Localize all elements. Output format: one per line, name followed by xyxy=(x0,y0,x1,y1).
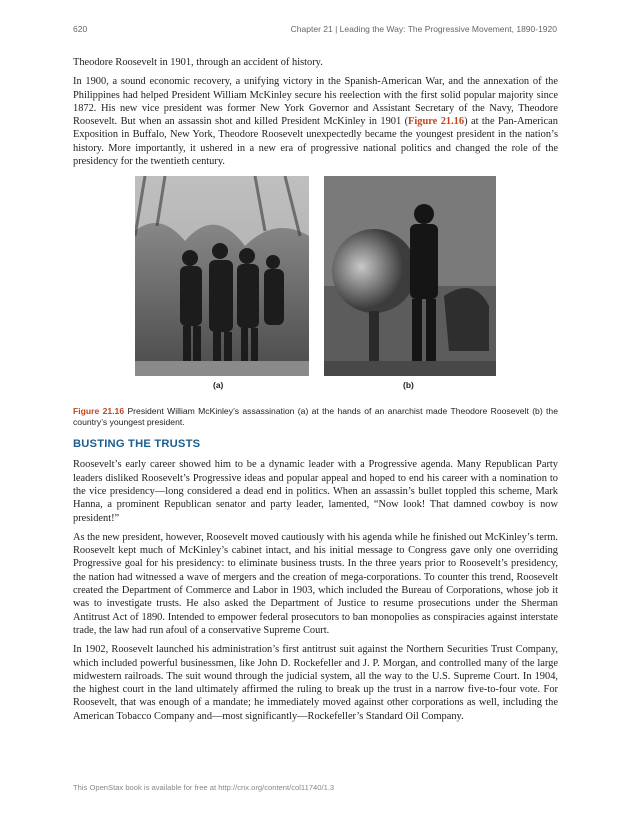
figure-caption xyxy=(73,406,558,428)
paragraph: Theodore Roosevelt in 1901, through an accident of history. xyxy=(73,57,323,68)
paragraph: As the new president, however, Roosevelt moved cautiously with his agenda while he finished out McKinley’s term. Roosevelt kept much of McKinley’s cabinet intact, and his initial message to Congress gave only one overriding Progressive goal for his presidency: to eliminate business trusts. In the three years prior to Roosevelt’s presidency, the nation had witnessed a wave of mergers and the creation of mega-corporations. To counter this trend, Roosevelt created the Department of Commerce and Labor in 1903, which included the Bureau of Corporations, whose job it was to investigate trusts. He also asked the Department of Justice to resume prosecutions under the Sherman Antitrust Act of 1890. Intended to empower federal prosecutors to ban monopolies as conspiracies against interstate trade, the law had run afoul of a conservative Supreme Court. xyxy=(73,531,558,636)
figure-label-b: (b) xyxy=(403,380,414,391)
figure-caption-text: President William McKinley’s assassination (a) at the hands of an anarchist made Theodore Roosevelt (b) the country’s youngest president. xyxy=(73,406,558,428)
section-heading: BUSTING THE TRUSTS xyxy=(73,438,201,451)
page-content xyxy=(73,56,558,729)
page-footer: This OpenStax book is available for free at http://cnx.org/content/col11740/1.3 xyxy=(73,783,335,792)
page-number: 620 xyxy=(73,24,88,34)
figure-reference-link[interactable]: Figure 21.16 xyxy=(408,116,465,128)
figure-label-a: (a) xyxy=(213,380,224,391)
theodore-roosevelt-portrait-image xyxy=(324,176,496,376)
mckinley-assassination-image xyxy=(135,176,309,376)
paragraph: In 1902, Roosevelt launched his administration’s first antitrust suit against the Northern Securities Trust Company, which included powerful businessmen, like John D. Rockefeller and J. P. Morgan, and controlled many of the large midwestern railroads. The suit wound through the judicial system, all the way to the U.S. Supreme Court. In 1904, the highest court in the land ultimately affirmed the ruling to break up the trust in a narrow five-to-four vote. For Roosevelt, that was enough of a mandate; he immediately moved against other corporations as well, including the American Tobacco Company and—most significantly—Rockefeller’s Standard Oil Company. xyxy=(73,644,558,722)
running-header xyxy=(73,24,557,38)
chapter-title: Chapter 21 | Leading the Way: The Progressive Movement, 1890-1920 xyxy=(290,24,557,34)
figure-caption-number: Figure 21.16 xyxy=(73,406,125,417)
figure-21-16 xyxy=(73,176,558,406)
paragraph: Roosevelt’s early career showed him to be a dynamic leader with a Progressive agenda. Many Republican Party leaders disliked Roosevelt’s Progressive ideas and popular appeal and hoped to end his career with a nomination to the vice presidency—long considered a dead end in politics. When an assassin’s bullet toppled this scheme, Mark Hanna, a prominent Republican senator and party leader, lamented, “Now look! That damned cowboy is now president!” xyxy=(73,459,558,524)
paragraph-text: In 1900, a sound economic recovery, a unifying victory in the Spanish-American War, and the annexation of the Philippines had helped President William McKinley secure his reelection with the first solid popular majority since 1872. His new vice president was former New York Governor and Assistant Secretary of the Navy, Theodore Roosevelt. But when an assassin shot and killed President McKinley in 1901 ( xyxy=(73,76,558,128)
paragraph-text: ) at the Pan-American Exposition in Buffalo, New York, Theodore Roosevelt unexpectedly became the youngest president in the nation’s history. More importantly, it ushered in a new era of progressive national politics and changed the role of the presidency for the twentieth century. xyxy=(73,116,558,168)
paragraph xyxy=(73,75,558,168)
